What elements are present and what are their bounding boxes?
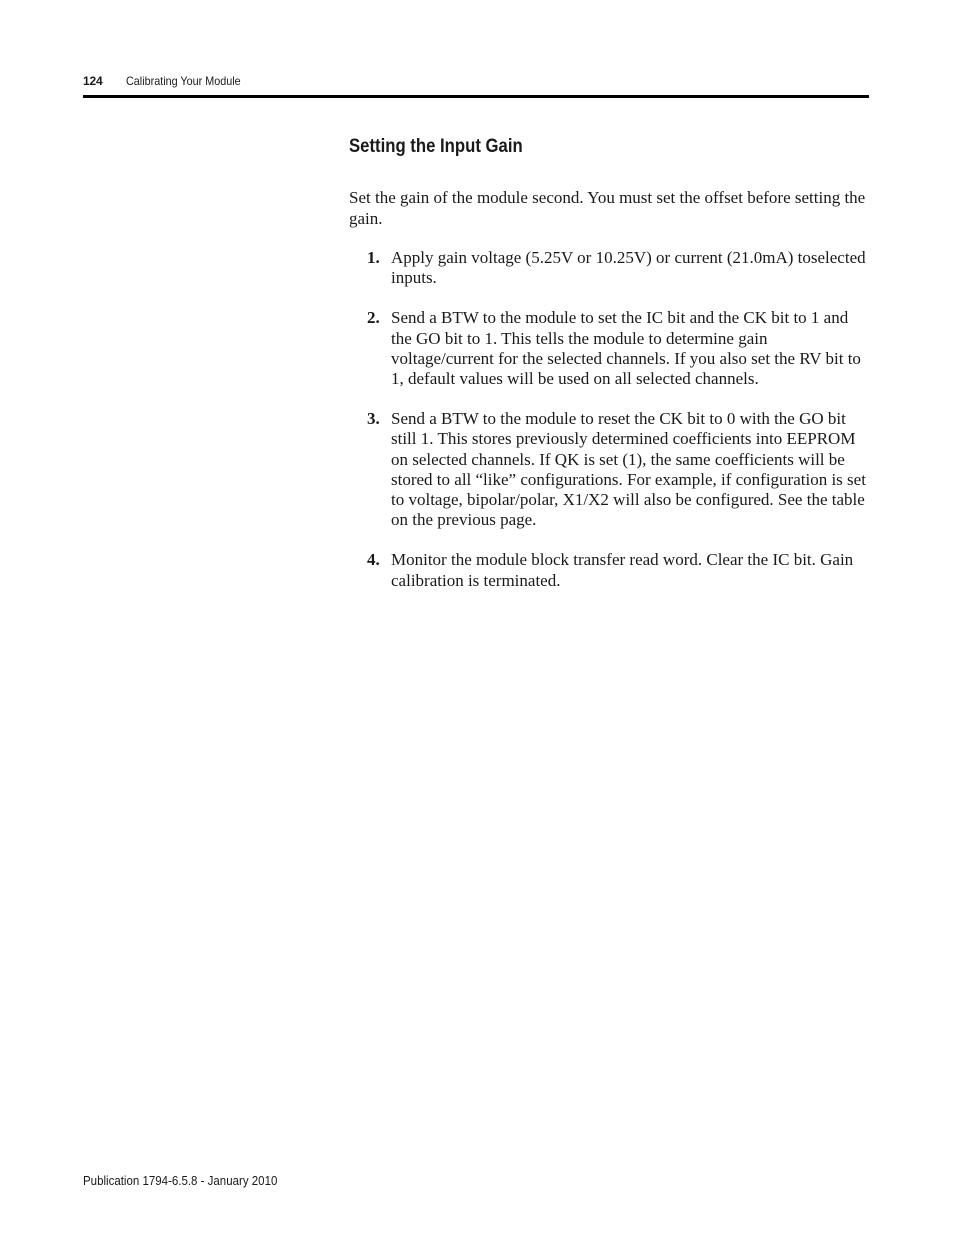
publication-footer: Publication 1794-6.5.8 - January 2010 xyxy=(83,1174,278,1188)
section-content xyxy=(349,133,869,611)
step-text: Send a BTW to the module to reset the CK bit to 0 with the GO bit still 1. This stores previously determined coefficients into EEPROM on selected channels. If QK is set (1), the same coefficients will be stored to all “like” configurations. For example, if configuration is set to voltage, bipolar/polar, X1/X2 will also be configured. See the table on the previous page. xyxy=(391,409,866,530)
step-number: 1. xyxy=(367,248,380,267)
step-text: Send a BTW to the module to set the IC bit and the CK bit to 1 and the GO bit to 1. This tells the module to determine gain voltage/current for the selected channels. If you also set the RV bit to 1, default values will be used on all selected channels. xyxy=(391,308,861,389)
chapter-title: Calibrating Your Module xyxy=(126,74,241,88)
intro-paragraph: Set the gain of the module second. You must set the offset before setting the gain. xyxy=(349,188,866,228)
list-item xyxy=(349,409,869,530)
header-rule xyxy=(83,95,869,98)
step-text: Monitor the module block transfer read word. Clear the IC bit. Gain calibration is terminated. xyxy=(391,550,854,590)
page-header xyxy=(83,72,869,92)
step-text: Apply gain voltage (5.25V or 10.25V) or current (21.0mA) toselected inputs. xyxy=(391,248,866,288)
list-item xyxy=(349,248,869,288)
list-item xyxy=(349,308,869,389)
section-title: Setting the Input Gain xyxy=(349,136,523,157)
step-number: 2. xyxy=(367,308,380,328)
step-number: 3. xyxy=(367,409,380,429)
step-number: 4. xyxy=(367,550,380,570)
list-item xyxy=(349,550,869,590)
page-number: 124 xyxy=(83,74,103,88)
steps-list xyxy=(349,248,869,591)
